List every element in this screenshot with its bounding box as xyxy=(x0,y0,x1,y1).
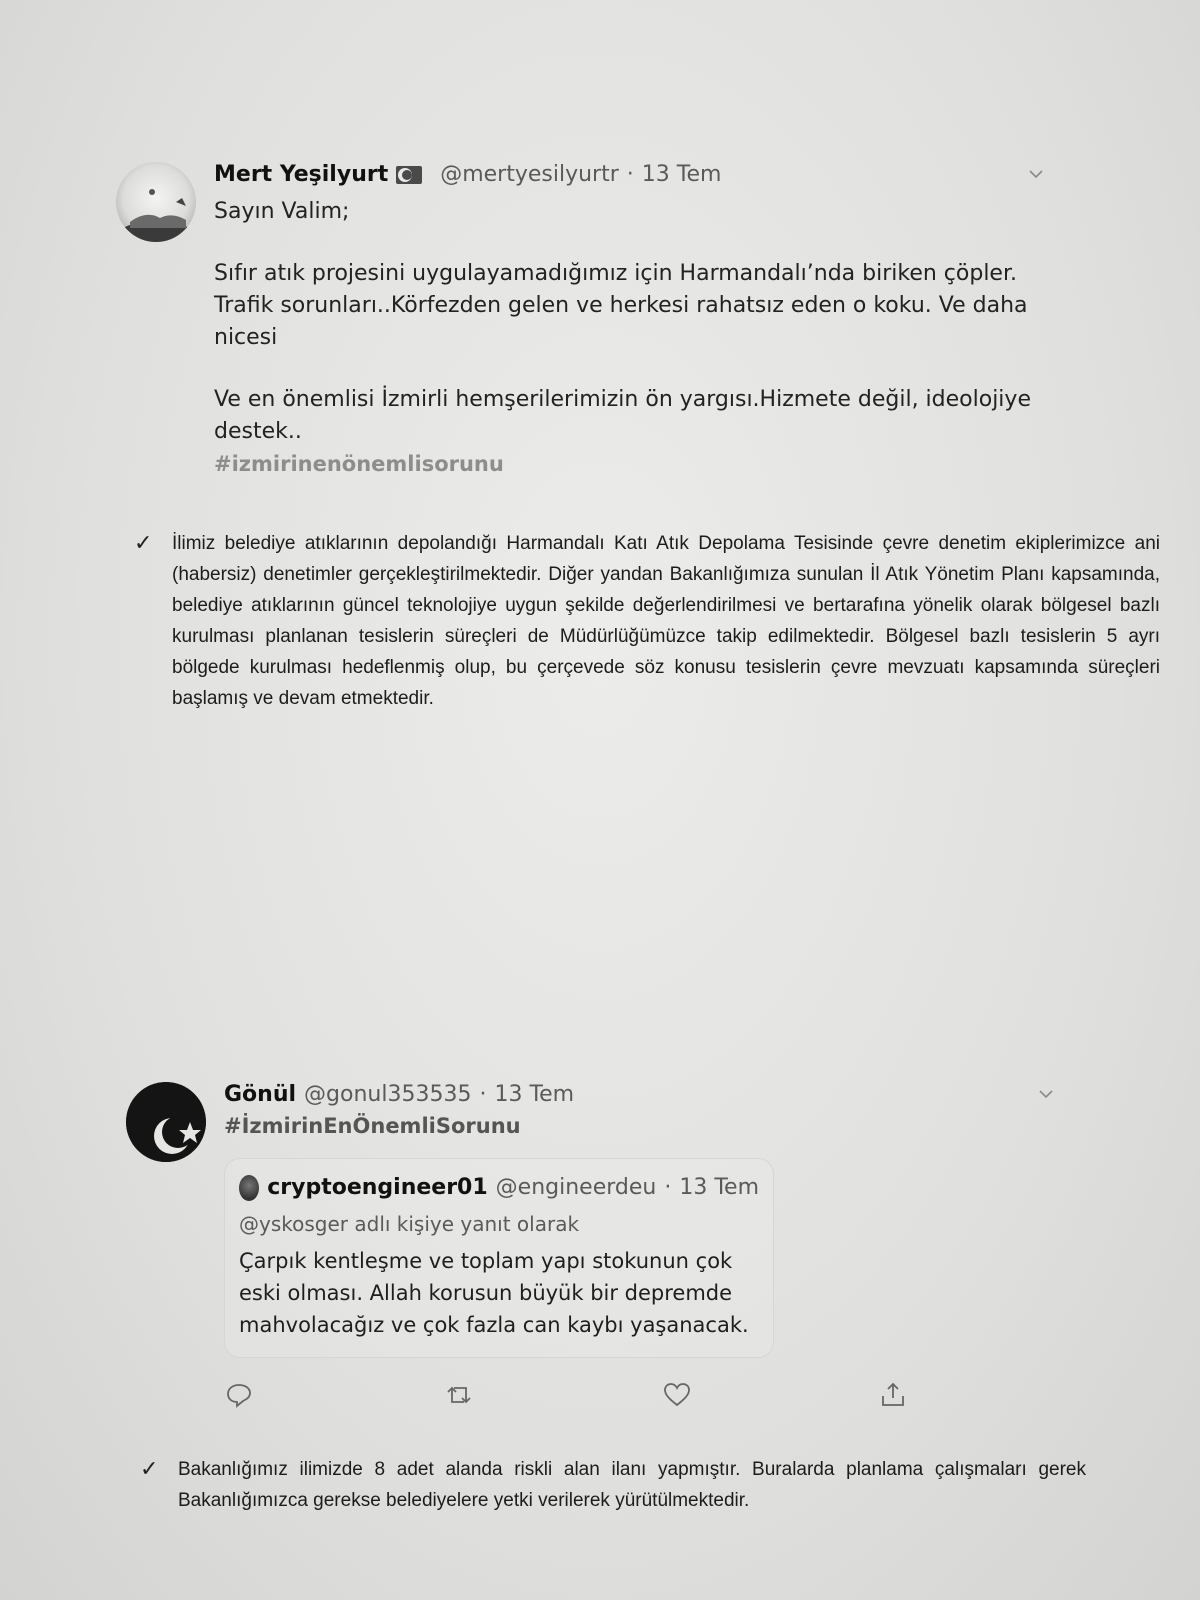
avatar[interactable] xyxy=(126,1082,206,1162)
tweet-body xyxy=(224,1080,1054,1138)
response-paragraph: Bakanlığımız ilimizde 8 adet alanda riskli alan ilanı yapmıştır. Buralarda planlama çalışmaları gerek Bakanlığımızca gerekse belediyelere yetki verilerek yürütülmektedir. xyxy=(178,1459,1086,1511)
tweet-text xyxy=(214,196,1044,480)
timestamp[interactable]: 13 Tem xyxy=(641,162,722,187)
timestamp[interactable]: 13 Tem xyxy=(494,1082,575,1107)
chevron-down-icon[interactable] xyxy=(1038,1086,1054,1102)
handle: @engineerdeu xyxy=(495,1175,657,1200)
tweet-header xyxy=(214,160,1044,190)
share-icon[interactable] xyxy=(878,1380,908,1410)
tweet-actions xyxy=(224,1380,924,1412)
retweet-icon[interactable] xyxy=(444,1380,474,1410)
reply-icon[interactable] xyxy=(224,1380,254,1410)
hashtag-link[interactable]: #İzmirinEnÖnemliSorunu xyxy=(224,1114,521,1138)
separator: · xyxy=(626,162,634,187)
avatar[interactable] xyxy=(116,162,196,242)
tweet-paragraph: Sıfır atık projesini uygulayamadığımız için Harmandalı’nda biriken çöpler. Trafik sorunları..Körfezden gelen ve herkesi rahatsız eden o koku. Ve daha nicesi xyxy=(214,261,1028,350)
separator: · xyxy=(479,1082,487,1107)
tweet-header xyxy=(224,1080,1054,1110)
check-icon: ✓ xyxy=(140,1457,159,1482)
quote-header xyxy=(239,1173,759,1203)
chevron-down-icon[interactable] xyxy=(1028,166,1044,182)
handle[interactable]: @gonul353535 xyxy=(304,1082,472,1107)
handle[interactable]: @mertyesilyurtr xyxy=(440,162,619,187)
display-name[interactable]: Mert Yeşilyurt xyxy=(214,162,389,187)
tweet-paragraph: Ve en önemlisi İzmirli hemşerilerimizin ön yargısı.Hizmete değil, ideolojiye destek.. xyxy=(214,387,1031,444)
quote-text: Çarpık kentleşme ve toplam yapı stokunun çok eski olması. Allah korusun büyük bir depremde mahvolacağız ve çok fazla can kaybı yaşanacak. xyxy=(239,1249,749,1337)
separator: · xyxy=(664,1175,672,1200)
display-name: cryptoengineer01 xyxy=(267,1175,488,1200)
timestamp: 13 Tem xyxy=(679,1175,759,1200)
avatar xyxy=(239,1175,259,1201)
reply-context: @yskosger adlı kişiye yanıt olarak xyxy=(239,1212,580,1236)
quoted-tweet[interactable] xyxy=(224,1158,774,1358)
flag-icon xyxy=(396,166,422,184)
display-name[interactable]: Gönül xyxy=(224,1082,297,1107)
check-icon: ✓ xyxy=(134,531,153,556)
hashtag-link[interactable]: #izmirinenönemlisorunu xyxy=(214,452,504,476)
response-paragraph: İlimiz belediye atıklarının depolandığı Harmandalı Katı Atık Depolama Tesisinde çevre denetim ekiplerimizce ani (habersiz) denetimler gerçekleştirilmektedir. Diğer yandan Bakanlığımıza sunulan İl Atık Yönetim Planı kapsamında, belediye atıklarının güncel teknolojiye uygun şekilde değerlendirilmesi ve bertarafına yönelik olarak bölgesel bazlı kurulması planlanan tesislerin süreçleri de Müdürlüğümüzce takip edilmektedir. Bölgesel bazlı tesislerin 5 ayrı bölgede kurulması hedeflenmiş olup, bu çerçevede söz konusu tesislerin çevre mevzuatı kapsamında süreçleri başlamış ve devam etmektedir. xyxy=(172,533,1160,709)
tweet-body xyxy=(214,160,1044,480)
greeting: Sayın Valim; xyxy=(214,199,350,224)
heart-icon[interactable] xyxy=(662,1380,692,1410)
